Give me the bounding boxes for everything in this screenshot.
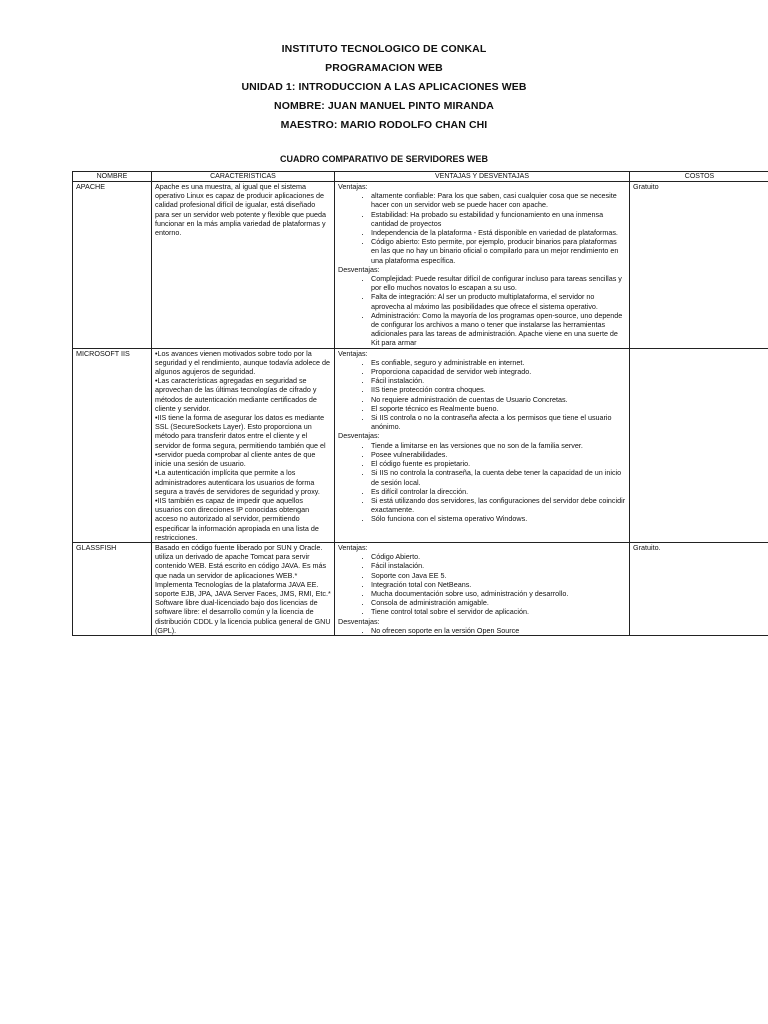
advantage-item: • Código Abierto.: [371, 552, 626, 561]
disadvantages-list: [338, 441, 626, 524]
server-cost: [630, 348, 768, 542]
server-cost: Gratuito: [630, 182, 768, 349]
table-row: [73, 348, 768, 542]
server-name: MICROSOFT IIS: [73, 348, 152, 542]
server-characteristics: Basado en código fuente liberado por SUN y Oracle. utiliza un derivado de apache Tomcat para servir contenido WEB. Está escrito en código JAVA. Es más que nada un servidor de aplicaciones WEB.* Implementa Tecnologías de la plataforma JAVA EE. soporte EJB, JPA, JAVA Server Faces, JMS, RMI, Etc.* Software libre dual-licenciado bajo dos licencias de software libre: el desarrollo común y la licencia de distribución CDDL y la licencia publica general de GNU (GPL).: [152, 542, 335, 635]
disadvantage-item: • Si está utilizando dos servidores, las configuraciones del servidor debe coincidir exactamente.: [371, 496, 626, 514]
document-header: [0, 44, 768, 139]
advantage-item: • Tiene control total sobre el servidor de aplicación.: [371, 607, 626, 616]
disadvantage-item: • Si IIS no controla la contraseña, la cuenta debe tener la capacidad de un inicio de sesión local.: [371, 468, 626, 486]
disadvantage-item: • No ofrecen soporte en la versión Open Source: [371, 626, 626, 635]
server-cost: Gratuito.: [630, 542, 768, 635]
server-name: GLASSFISH: [73, 542, 152, 635]
advantage-item: • Independencia de la plataforma - Está disponible en variedad de plataformas.: [371, 228, 626, 237]
advantages-list: [338, 191, 626, 265]
disadvantages-label: Desventajas:: [338, 431, 380, 441]
disadvantage-item: • Falta de integración: Al ser un producto multiplataforma, el servidor no aprovecha al máximo las posibilidades que ofrece el sistema operativo.: [371, 292, 626, 310]
comparison-table: [72, 171, 768, 636]
disadvantage-item: • Tiende a limitarse en las versiones que no son de la familia server.: [371, 441, 626, 450]
student-name: NOMBRE: JUAN MANUEL PINTO MIRANDA: [274, 100, 494, 112]
advantage-item: • Mucha documentación sobre uso, administración y desarrollo.: [371, 589, 626, 598]
disadvantage-item: • Administración: Como la mayoría de los programas open-source, uno depende de configurar los archivos a mano o tener que instalarse las herramientas adicionales para las tareas de administración. Apache viene en una suerte de Kit para armar: [371, 311, 626, 348]
advantage-item: • Consola de administración amigable.: [371, 598, 626, 607]
table-header-row: [73, 172, 768, 182]
advantage-item: • No requiere administración de cuentas de Usuario Concretas.: [371, 395, 626, 404]
unit-title: UNIDAD 1: INTRODUCCION A LAS APLICACIONES WEB: [241, 81, 527, 93]
advantage-item: • altamente confiable: Para los que saben, casi cualquier cosa que se necesite hacer con un servidor web se puede hacer con apache.: [371, 191, 626, 209]
column-header-costs: COSTOS: [630, 172, 768, 182]
disadvantage-item: • Es difícil controlar la dirección.: [371, 487, 626, 496]
pros-cons-cell: [335, 182, 630, 349]
disadvantage-item: • Complejidad: Puede resultar difícil de configurar incluso para tareas sencillas y por ello muchos novatos lo escapan a su uso.: [371, 274, 626, 292]
disadvantages-label: Desventajas:: [338, 616, 380, 626]
disadvantages-list: [338, 274, 626, 348]
column-header-name: NOMBRE: [73, 172, 152, 182]
table-title: CUADRO COMPARATIVO DE SERVIDORES WEB: [279, 154, 488, 164]
teacher-name: MAESTRO: MARIO RODOLFO CHAN CHI: [280, 119, 488, 131]
table-body: [73, 182, 768, 636]
disadvantage-item: • Posee vulnerabilidades.: [371, 450, 626, 459]
table-row: [73, 542, 768, 635]
advantage-item: • Fácil instalación.: [371, 561, 626, 570]
advantage-item: • Proporciona capacidad de servidor web integrado.: [371, 367, 626, 376]
advantage-item: • Integración total con NetBeans.: [371, 580, 626, 589]
advantage-item: • Soporte con Java EE 5.: [371, 571, 626, 580]
disadvantage-item: • Sólo funciona con el sistema operativo Windows.: [371, 514, 626, 523]
advantages-label: Ventajas:: [338, 182, 368, 191]
disadvantage-item: • El código fuente es propietario.: [371, 459, 626, 468]
server-characteristics: Apache es una muestra, al igual que el sistema operativo Linux es capaz de producir aplicaciones de calidad profesional difícil de igualar, está diseñado para ser un servidor web potente y flexible que pueda funcionar en la más amplia variedad de plataformas y entorno.: [152, 182, 335, 349]
advantage-item: • Si IIS controla o no la contraseña afecta a los permisos que tiene el usuario anónimo.: [371, 413, 626, 431]
advantage-item: • Código abierto: Esto permite, por ejemplo, producir binarios para plataformas en las que no hay un binario oficial o compilarlo para un mejor rendimiento en una plataforma específica.: [371, 237, 626, 265]
disadvantages-label: Desventajas:: [338, 264, 380, 274]
disadvantages-list: [338, 626, 626, 635]
pros-cons-cell: [335, 348, 630, 542]
advantage-item: • IIS tiene protección contra choques.: [371, 385, 626, 394]
advantages-list: [338, 358, 626, 432]
advantage-item: • Fácil instalación.: [371, 376, 626, 385]
advantage-item: • Es confiable, seguro y administrable en internet.: [371, 358, 626, 367]
institute-name: INSTITUTO TECNOLOGICO DE CONKAL: [281, 43, 487, 55]
advantage-item: • Estabilidad: Ha probado su estabilidad y funcionamiento en una inmensa cantidad de proyectos: [371, 210, 626, 228]
table-row: [73, 182, 768, 349]
advantages-label: Ventajas:: [338, 348, 368, 358]
advantages-label: Ventajas:: [338, 542, 368, 552]
advantages-list: [338, 552, 626, 616]
pros-cons-cell: [335, 542, 630, 635]
column-header-pros-cons: VENTAJAS Y DESVENTAJAS: [335, 172, 630, 182]
server-characteristics: •Los avances vienen motivados sobre todo por la seguridad y el rendimiento, aunque todavía adolece de algunos agujeros de seguridad. •Las características agregadas en seguridad se aprovechan de las últimas tecnologías de cifrado y métodos de autenticación mediante certificados de cliente y servidor. •IIS tiene la forma de asegurar los datos es mediante SSL (SecureSockets Layer). Esto proporciona un método para transferir datos entre el cliente y el servidor de forma segura, permitiendo también que el •servidor pueda comprobar al cliente antes de que inicie una sesión de usuario. •La autenticación implícita que permite a los administradores autenticara los usuarios de forma segura a través de servidores de seguridad y proxy. •IIS también es capaz de impedir que aquellos usuarios con direcciones IP conocidas obtengan acceso no autorizado al servidor, permitiendo especificar la información apropiada en una lista de restricciones.: [152, 348, 335, 542]
server-name: APACHE: [73, 182, 152, 349]
column-header-characteristics: CARACTERISTICAS: [152, 172, 335, 182]
course-name: PROGRAMACION WEB: [325, 62, 443, 74]
advantage-item: • El soporte técnico es Realmente bueno.: [371, 404, 626, 413]
